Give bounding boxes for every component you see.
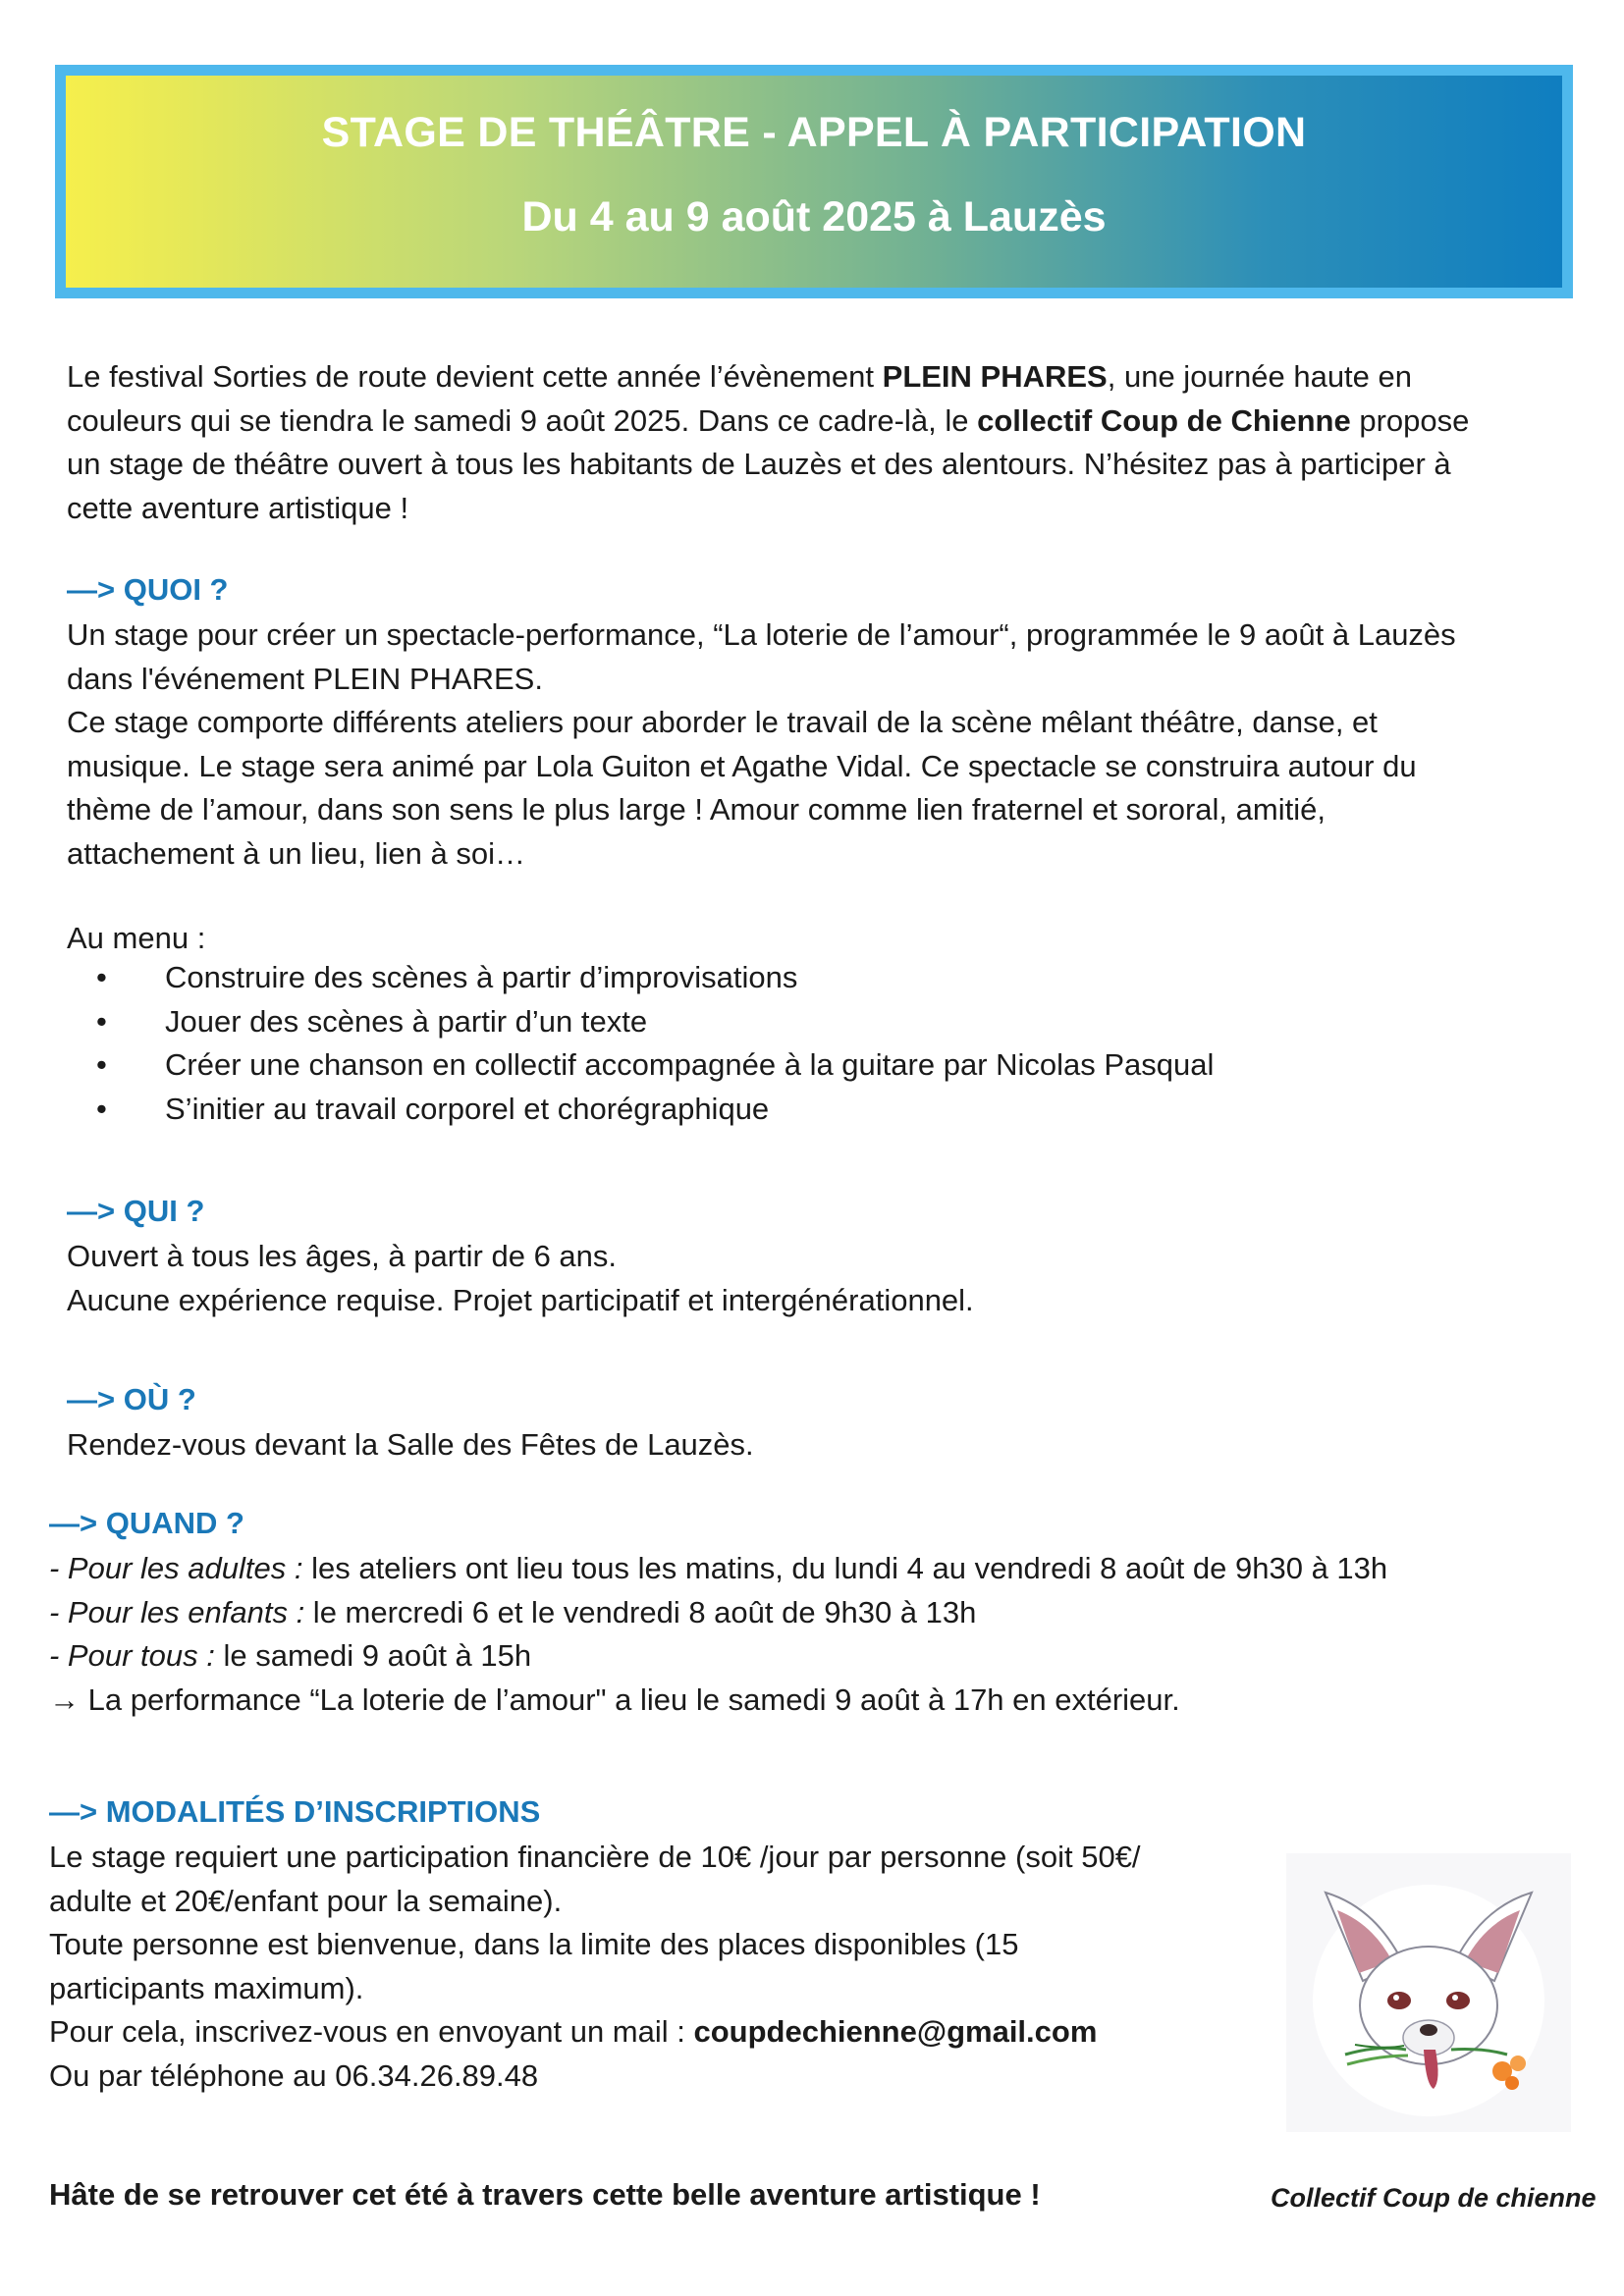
signature: Collectif Coup de chienne — [1271, 2183, 1597, 2213]
modalites-line: Toute personne est bienvenue, dans la limite des places disponibles (15 — [49, 1927, 1019, 1961]
list-item: • Jouer des scènes à partir d’un texte — [67, 1000, 1214, 1044]
intro-line-4: cette aventure artistique ! — [67, 490, 409, 525]
intro-paragraph — [67, 355, 1559, 530]
quoi-line: musique. Le stage sera animé par Lola Guiton et Agathe Vidal. Ce spectacle se construira autour du — [67, 748, 1417, 783]
section-heading-qui: —> QUI ? — [67, 1194, 205, 1228]
intro-line-2: couleurs qui se tiendra le samedi 9 août 2025. Dans ce cadre-là, le collectif Coup de Chienne propose — [67, 402, 1470, 438]
header-banner — [55, 65, 1573, 298]
quoi-line: attachement à un lieu, lien à soi… — [67, 835, 525, 871]
menu-list — [67, 956, 1214, 1131]
modalites-line: adulte et 20€/enfant pour la semaine). — [49, 1883, 563, 1918]
menu-label: Au menu : — [67, 921, 206, 955]
closing-line: Hâte de se retrouver cet été à travers cette belle aventure artistique ! — [49, 2177, 1041, 2212]
quoi-paragraph — [67, 614, 1559, 876]
modalites-line: Le stage requiert une participation financière de 10€ /jour par personne (soit 50€/ — [49, 1840, 1141, 1874]
modalites-phone: Ou par téléphone au 06.34.26.89.48 — [49, 2057, 539, 2093]
quoi-line: Ce stage comporte différents ateliers pour aborder le travail de la scène mêlant théâtre, danse, et — [67, 705, 1378, 739]
section-heading-ou: —> OÙ ? — [67, 1382, 196, 1416]
chihuahua-icon — [1286, 1853, 1571, 2132]
list-item: • Construire des scènes à partir d’improvisations — [67, 956, 1214, 1000]
quand-kids: - Pour les enfants : le mercredi 6 et le vendredi 8 août de 9h30 à 13h — [49, 1594, 977, 1629]
bullet-icon: • — [96, 960, 107, 994]
quoi-line: dans l'événement PLEIN PHARES. — [67, 661, 543, 696]
section-heading-modalites: —> MODALITÉS D’INSCRIPTIONS — [49, 1794, 541, 1829]
quand-all: - Pour tous : le samedi 9 août à 15h — [49, 1638, 532, 1673]
bullet-icon: • — [96, 1047, 107, 1082]
qui-line: Ouvert à tous les âges, à partir de 6 ans. — [67, 1239, 618, 1273]
qui-paragraph — [67, 1235, 1559, 1322]
intro-line-1: Le festival Sorties de route devient cette année l’évènement PLEIN PHARES, une journée haute en — [67, 359, 1413, 394]
quand-adults: - Pour les adultes : les ateliers ont lieu tous les matins, du lundi 4 au vendredi 8 août de 9h30 à 13h — [49, 1551, 1388, 1585]
quand-paragraph — [49, 1547, 1542, 1722]
list-item: • S’initier au travail corporel et chorégraphique — [67, 1088, 1214, 1132]
bullet-icon: • — [96, 1003, 107, 1039]
email-address: coupdechienne@gmail.com — [693, 2014, 1098, 2049]
modalites-paragraph — [49, 1836, 1267, 2098]
page-subtitle: Du 4 au 9 août 2025 à Lauzès — [521, 193, 1107, 240]
quoi-line: Un stage pour créer un spectacle-performance, “La loterie de l’amour“, programmée le 9 août à Lauzès — [67, 617, 1456, 652]
ou-line: Rendez-vous devant la Salle des Fêtes de Lauzès. — [67, 1427, 754, 1462]
quand-performance: → La performance “La loterie de l’amour" a lieu le samedi 9 août à 17h en extérieur. — [49, 1682, 1180, 1717]
bullet-icon: • — [96, 1091, 107, 1126]
modalites-line: participants maximum). — [49, 1970, 364, 2005]
section-heading-quand: —> QUAND ? — [49, 1506, 244, 1540]
modalites-mail-line: Pour cela, inscrivez-vous en envoyant un mail : coupdechienne@gmail.com — [49, 2014, 1098, 2049]
chihuahua-illustration — [1286, 1853, 1571, 2132]
quoi-line: thème de l’amour, dans son sens le plus large ! Amour comme lien fraternel et sororal, amitié, — [67, 792, 1326, 827]
list-item: • Créer une chanson en collectif accompagnée à la guitare par Nicolas Pasqual — [67, 1043, 1214, 1088]
qui-line: Aucune expérience requise. Projet participatif et intergénérationnel. — [67, 1282, 974, 1317]
intro-line-3: un stage de théâtre ouvert à tous les habitants de Lauzès et des alentours. N’hésitez pas à participer à — [67, 447, 1451, 481]
section-heading-quoi: —> QUOI ? — [67, 572, 229, 607]
page-title: STAGE DE THÉÂTRE - APPEL À PARTICIPATION — [321, 109, 1307, 156]
